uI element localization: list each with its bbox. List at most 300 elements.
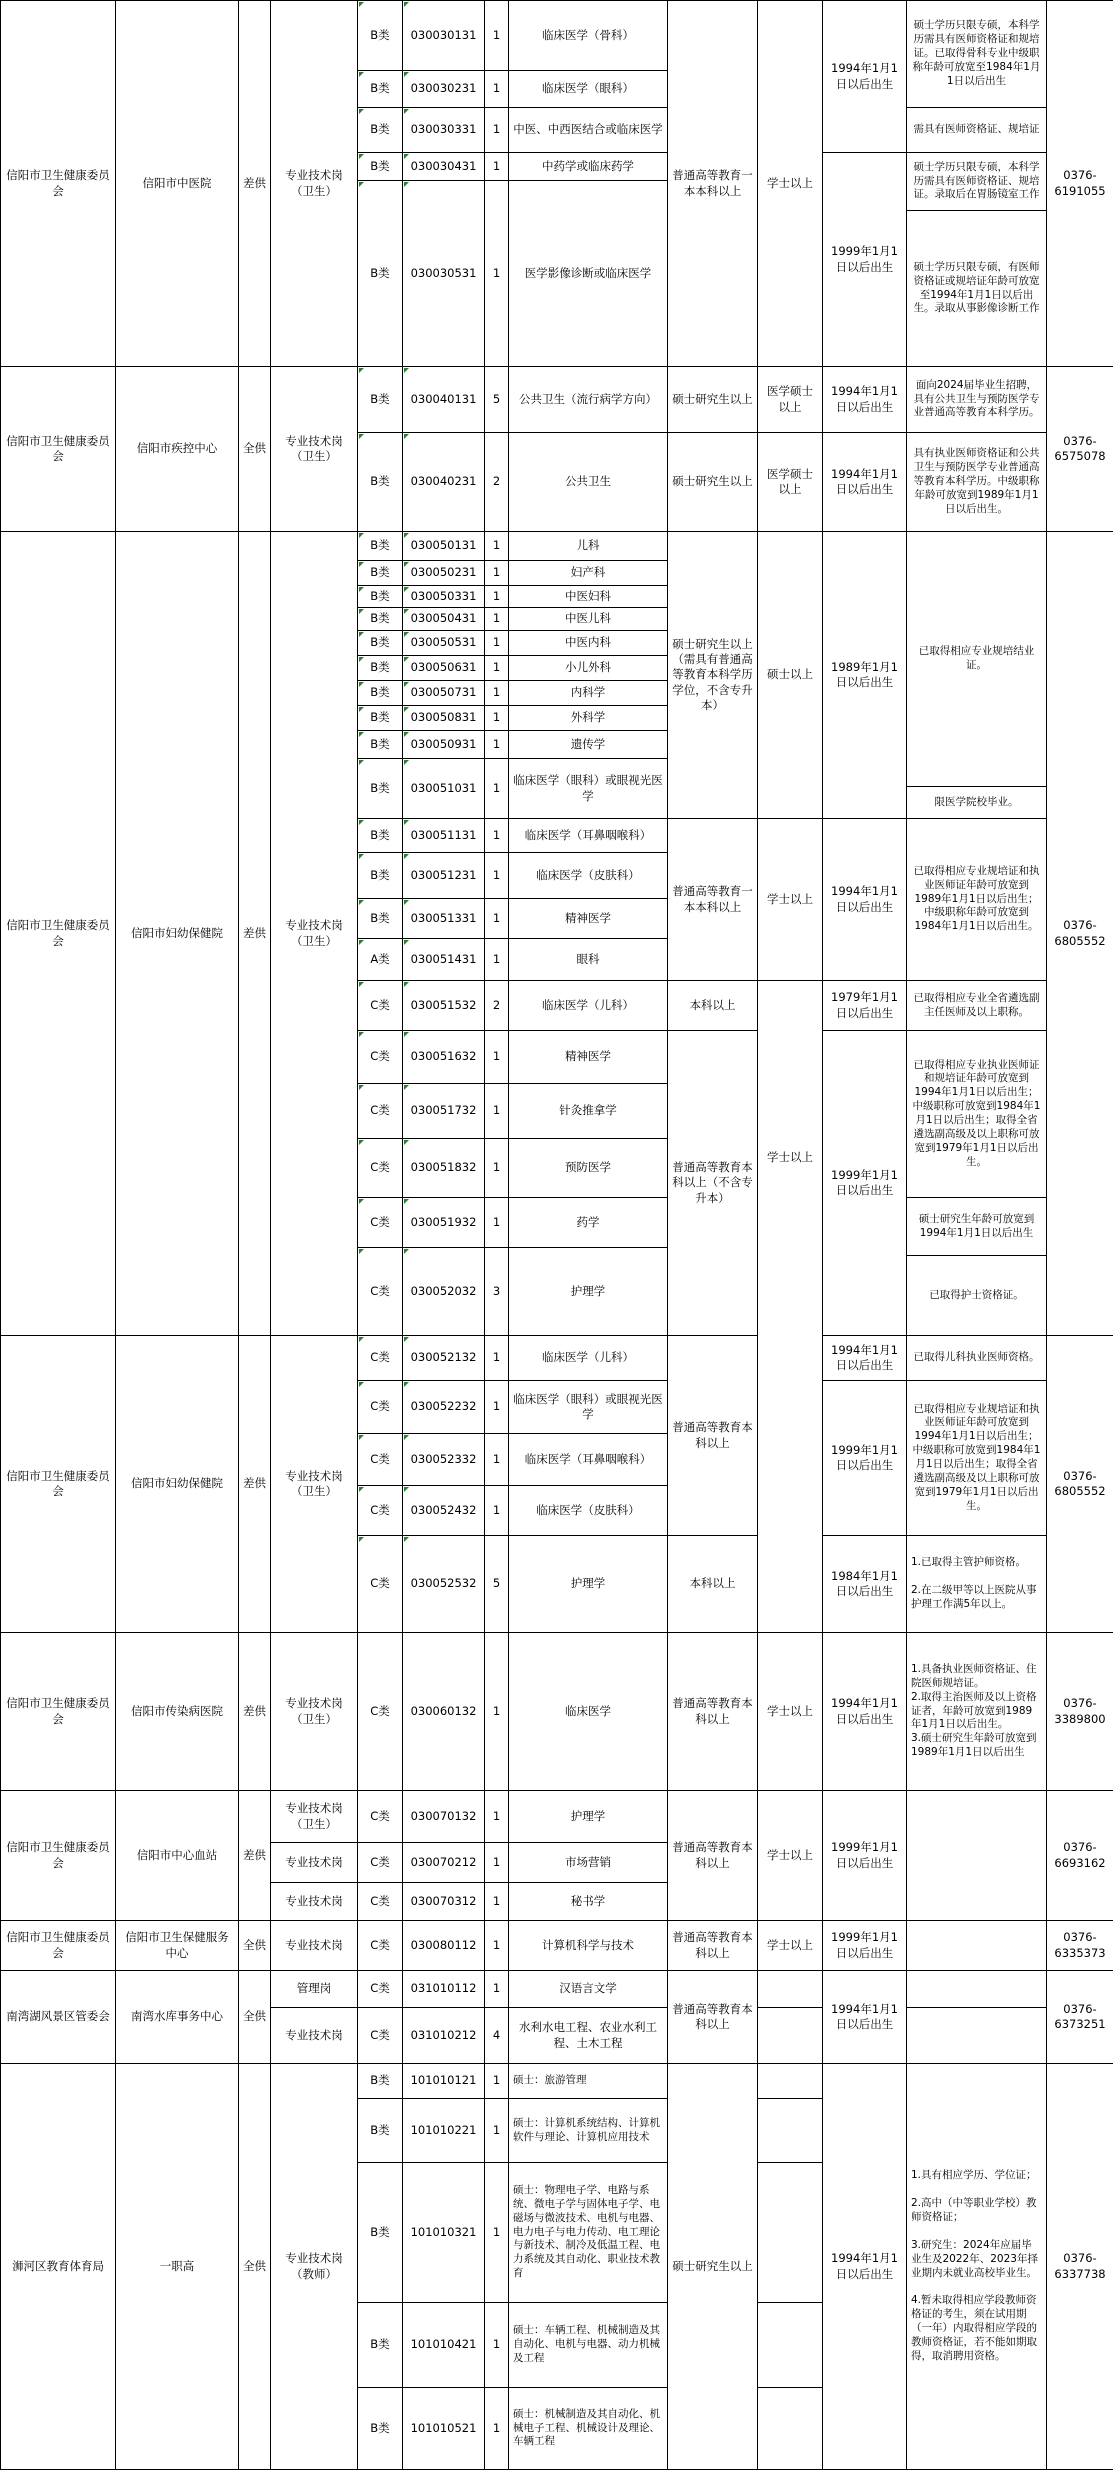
category-cell: [357, 70, 403, 108]
major-cell: [508, 1380, 668, 1434]
remark-cell: [906, 1535, 1047, 1633]
remark-cell: [906, 1197, 1047, 1256]
major-cell: [508, 655, 668, 681]
major-cell-text: 秘书学: [570, 1893, 606, 1908]
category-cell-text: A类: [370, 951, 390, 966]
category-cell: [357, 758, 403, 819]
major-cell-text: 中医内科: [565, 635, 611, 650]
major-cell-text: 临床医学（眼科）或眼视光医学: [513, 1391, 663, 1421]
major-cell-text: 市场营销: [565, 1854, 611, 1869]
funding-cell: [238, 1970, 271, 2064]
cell-marker: [359, 732, 364, 737]
category-cell-text: B类: [370, 910, 390, 925]
age-cell-text: 1994年1月1日以后出生: [831, 384, 898, 414]
major-cell: [508, 1138, 668, 1198]
remark-cell: [906, 1920, 1047, 1971]
funding-cell-text: 差供: [243, 1847, 266, 1862]
category-cell: [357, 180, 403, 367]
count-cell-text: 1: [492, 827, 501, 842]
count-cell: [484, 655, 509, 681]
post-type-cell: [270, 1842, 358, 1883]
code-cell: [402, 70, 485, 108]
funding-cell-text: 全供: [243, 441, 266, 456]
category-cell: [357, 1535, 403, 1633]
degree-cell: [757, 2162, 823, 2303]
code-cell-text: 030051431: [410, 951, 477, 966]
count-cell-text: 1: [492, 635, 501, 650]
code-cell-text: 030050731: [410, 685, 477, 700]
count-cell-text: 1: [492, 1451, 501, 1466]
category-cell-text: B类: [370, 565, 390, 580]
major-cell: [508, 680, 668, 706]
category-cell-text: C类: [370, 997, 390, 1012]
major-cell-text: 精神医学: [565, 1049, 611, 1064]
post-type-cell: [270, 1632, 358, 1791]
code-cell-text: 030050931: [410, 736, 477, 751]
count-cell-text: 1: [492, 1502, 501, 1517]
remark-cell: [906, 432, 1047, 532]
count-cell-text: 1: [492, 538, 501, 553]
major-cell: [508, 585, 668, 608]
remark-cell-text: 已取得相应专业规培证和执业医师证年龄可放宽到1989年1月1日以后出生；中级职称年龄可放宽到1984年1月1日以后出生。: [913, 864, 1040, 933]
age-cell: [822, 1535, 907, 1633]
code-cell: [402, 1535, 485, 1633]
cell-marker: [404, 682, 409, 687]
age-cell: [822, 1790, 907, 1921]
code-cell: [402, 1882, 485, 1921]
post-type-cell: [270, 0, 358, 367]
funding-cell: [238, 1920, 271, 1971]
code-cell-text: 030052532: [410, 1576, 477, 1591]
major-cell: [508, 1335, 668, 1381]
remark-cell: [906, 1790, 1047, 1921]
category-cell: [357, 1882, 403, 1921]
dept-cell-text: 南湾湖风景区管委会: [6, 2009, 110, 2024]
category-cell-text: C类: [370, 1854, 390, 1869]
cell-marker: [359, 1140, 364, 1145]
code-cell: [402, 432, 485, 532]
remark-cell: [906, 152, 1047, 211]
category-cell: [357, 1138, 403, 1198]
age-cell: [822, 2063, 907, 2470]
major-cell: [508, 432, 668, 532]
count-cell: [484, 2302, 509, 2388]
code-cell-text: 030050831: [410, 710, 477, 725]
category-cell-text: B类: [370, 685, 390, 700]
category-cell-text: B类: [370, 81, 390, 96]
phone-cell-text: 0376-6191055: [1054, 168, 1106, 198]
degree-cell-text: 医学硕士以上: [767, 466, 813, 496]
major-cell-text: 临床医学（眼科）: [542, 81, 634, 96]
category-cell: [357, 531, 403, 561]
cell-marker: [404, 1085, 409, 1090]
count-cell-text: 1: [492, 158, 501, 173]
major-cell: [508, 366, 668, 433]
count-cell-text: 5: [492, 1576, 501, 1591]
code-cell: [402, 1632, 485, 1791]
age-cell-text: 1994年1月1日以后出生: [831, 1342, 898, 1372]
major-cell-text: 中医、中西医结合或临床医学: [513, 122, 663, 137]
education-cell: [667, 432, 758, 532]
age-cell-text: 1994年1月1日以后出生: [831, 884, 898, 914]
count-cell-text: 3: [492, 1283, 501, 1298]
code-cell-text: 030052432: [410, 1502, 477, 1517]
remark-cell: [906, 0, 1047, 108]
phone-cell-text: 0376-6335373: [1054, 1930, 1106, 1960]
education-cell-text: 普通高等教育一本本科以上: [672, 168, 753, 198]
education-cell: [667, 1030, 758, 1336]
unit-cell-text: 信阳市传染病医院: [131, 1703, 223, 1718]
category-cell: [357, 585, 403, 608]
major-cell-text: 中医儿科: [565, 611, 611, 626]
education-cell: [667, 1790, 758, 1921]
age-cell-text: 1989年1月1日以后出生: [831, 659, 898, 689]
cell-marker: [359, 1487, 364, 1492]
code-cell-text: 030040131: [410, 391, 477, 406]
post-type-cell-text: 专业技术岗: [285, 1937, 343, 1952]
count-cell: [484, 1138, 509, 1198]
count-cell-text: 1: [492, 2420, 501, 2435]
major-cell: [508, 1083, 668, 1139]
remark-cell-text: 硕士学历只限专硕，有医师资格证或规培证年龄可放宽至1994年1月1日以后出生。录取从事影像诊断工作: [913, 260, 1040, 315]
degree-cell-text: 医学硕士以上: [767, 384, 813, 414]
category-cell-text: B类: [370, 736, 390, 751]
major-cell: [508, 1197, 668, 1248]
code-cell-text: 030051031: [410, 780, 477, 795]
code-cell: [402, 531, 485, 561]
age-cell: [822, 1970, 907, 2064]
major-cell: [508, 1970, 668, 2008]
category-cell: [357, 1433, 403, 1486]
major-cell: [508, 1842, 668, 1883]
category-cell: [357, 2302, 403, 2388]
count-cell-text: 1: [492, 81, 501, 96]
major-cell-text: 护理学: [570, 1808, 606, 1823]
degree-cell-continued: [757, 1335, 823, 1633]
category-cell-text: C类: [370, 1214, 390, 1229]
code-cell: [402, 1920, 485, 1971]
major-cell-text: 针灸推拿学: [559, 1103, 617, 1118]
code-cell-text: 031010212: [410, 2027, 477, 2042]
count-cell: [484, 1882, 509, 1921]
major-cell-text: 小儿外科: [565, 660, 611, 675]
count-cell: [484, 1335, 509, 1381]
code-cell-text: 030030331: [410, 122, 477, 137]
cell-marker: [404, 587, 409, 592]
code-cell: [402, 852, 485, 899]
category-cell: [357, 1920, 403, 1971]
major-cell-text: 护理学: [570, 1576, 606, 1591]
cell-marker: [404, 982, 409, 987]
code-cell-text: 030051131: [410, 827, 477, 842]
code-cell: [402, 152, 485, 181]
post-type-cell: [270, 1970, 358, 2008]
cell-marker: [359, 940, 364, 945]
count-cell: [484, 70, 509, 108]
cell-marker: [404, 760, 409, 765]
code-cell-text: 030040231: [410, 474, 477, 489]
code-cell-text: 030030431: [410, 158, 477, 173]
degree-cell-text: 学士以上: [767, 891, 813, 906]
phone-cell: [1046, 1632, 1113, 1791]
post-type-cell: [270, 1882, 358, 1921]
cell-marker: [359, 657, 364, 662]
degree-cell: [757, 1920, 823, 1971]
code-cell-text: 031010112: [410, 1981, 477, 1996]
category-cell: [357, 1335, 403, 1381]
code-cell: [402, 1970, 485, 2008]
category-cell-text: B类: [370, 660, 390, 675]
education-cell: [667, 0, 758, 367]
dept-cell: [0, 1335, 116, 1633]
cell-marker: [359, 632, 364, 637]
major-cell: [508, 898, 668, 939]
code-cell: [402, 2063, 485, 2099]
count-cell-text: 1: [492, 122, 501, 137]
post-type-cell: [270, 1335, 358, 1633]
code-cell: [402, 1842, 485, 1883]
cell-marker: [404, 732, 409, 737]
count-cell: [484, 1083, 509, 1139]
unit-cell-text: 南湾水库事务中心: [131, 2009, 223, 2024]
dept-cell-text: 信阳市卫生健康委员会: [6, 918, 110, 948]
education-cell-text: 普通高等教育本科以上: [672, 2001, 753, 2031]
degree-cell-text: 学士以上: [767, 1937, 813, 1952]
category-cell: [357, 1030, 403, 1084]
count-cell-text: 1: [492, 565, 501, 580]
category-cell: [357, 1842, 403, 1883]
category-cell-text: B类: [370, 538, 390, 553]
count-cell: [484, 852, 509, 899]
degree-cell: [757, 1632, 823, 1791]
category-cell-text: B类: [370, 2337, 390, 2352]
post-type-cell-text: 专业技术岗: [285, 1893, 343, 1908]
major-cell: [508, 2063, 668, 2099]
code-cell: [402, 2162, 485, 2303]
count-cell-text: 1: [492, 660, 501, 675]
category-cell: [357, 1790, 403, 1843]
age-cell-text: 1994年1月1日以后出生: [831, 2251, 898, 2281]
cell-marker: [359, 182, 364, 187]
post-type-cell-text: 专业技术岗（教师）: [285, 2251, 343, 2281]
category-cell-text: C类: [370, 1350, 390, 1365]
count-cell: [484, 2007, 509, 2064]
unit-cell-text: 信阳市中心血站: [136, 1847, 218, 1862]
category-cell-text: B类: [370, 710, 390, 725]
cell-marker: [359, 900, 364, 905]
major-cell-text: 药学: [576, 1214, 600, 1229]
category-cell: [357, 1485, 403, 1536]
education-cell: [667, 1535, 758, 1633]
count-cell-text: 4: [492, 2027, 501, 2042]
count-cell-text: 1: [492, 736, 501, 751]
major-cell-text: 精神医学: [565, 910, 611, 925]
remark-cell: [906, 980, 1047, 1031]
count-cell: [484, 2098, 509, 2163]
age-cell-text: 1994年1月1日以后出生: [831, 2001, 898, 2031]
count-cell: [484, 818, 509, 853]
age-cell: [822, 980, 907, 1031]
degree-cell: [757, 2007, 823, 2064]
count-cell: [484, 366, 509, 433]
code-cell: [402, 607, 485, 631]
age-cell-text: 1994年1月1日以后出生: [831, 61, 898, 91]
cell-marker: [404, 182, 409, 187]
remark-cell: [906, 2063, 1047, 2470]
code-cell: [402, 1485, 485, 1536]
age-cell: [822, 1030, 907, 1336]
code-cell-text: 101010521: [410, 2420, 477, 2435]
count-cell: [484, 1433, 509, 1486]
cell-marker: [404, 562, 409, 567]
count-cell: [484, 938, 509, 981]
remark-cell-text: 已取得相应专业全省遴选副主任医师及以上职称。: [913, 991, 1040, 1018]
count-cell: [484, 680, 509, 706]
code-cell: [402, 2098, 485, 2163]
cell-marker: [359, 820, 364, 825]
cell-marker: [404, 434, 409, 439]
major-cell: [508, 2098, 668, 2163]
count-cell: [484, 758, 509, 819]
post-type-cell: [270, 531, 358, 1336]
count-cell-text: 1: [492, 588, 501, 603]
major-cell: [508, 1433, 668, 1486]
cell-marker: [404, 1487, 409, 1492]
count-cell-text: 1: [492, 265, 501, 280]
age-cell: [822, 818, 907, 981]
major-cell: [508, 852, 668, 899]
education-cell-text: 普通高等教育本科以上: [672, 1840, 753, 1870]
cell-marker: [359, 2, 364, 7]
count-cell-text: 1: [492, 2073, 501, 2088]
count-cell: [484, 531, 509, 561]
major-cell: [508, 630, 668, 656]
count-cell-text: 1: [492, 1808, 501, 1823]
category-cell-text: B类: [370, 867, 390, 882]
remark-cell-text: 1.具有相应学历、学位证； 2.高中（中等职业学校）教师资格证； 3.研究生：2024年应届毕业生及2022年、2023年择业期内未就业高校毕业生。 4.暂未取得相应学段教师资格证的考生，须在试用期（一年）内取得相应学段的教师资格证，若不能如期取得，取消聘用资格。: [911, 2169, 1038, 2362]
code-cell-text: 030030531: [410, 265, 477, 280]
category-cell-text: B类: [370, 611, 390, 626]
category-cell: [357, 980, 403, 1031]
cell-marker: [359, 1249, 364, 1254]
category-cell: [357, 1380, 403, 1434]
unit-cell-text: 一职高: [159, 2258, 195, 2273]
remark-cell-text: 硕士研究生年龄可放宽到1994年1月1日以后出生: [918, 1212, 1035, 1239]
code-cell: [402, 1335, 485, 1381]
count-cell: [484, 1247, 509, 1336]
post-type-cell-text: 专业技术岗: [285, 1854, 343, 1869]
unit-cell: [115, 366, 239, 532]
code-cell: [402, 980, 485, 1031]
major-cell: [508, 152, 668, 181]
category-cell-text: B类: [370, 265, 390, 280]
age-cell-text: 1984年1月1日以后出生: [831, 1568, 898, 1598]
category-cell-text: C类: [370, 1808, 390, 1823]
major-cell-text: 医学影像诊断或临床医学: [524, 265, 652, 280]
remark-cell-text: 硕士学历只限专硕，本科学历需具有医师资格证和规培证。已取得骨科专业中级职称年龄可放宽至1984年1月1日以后出生: [912, 19, 1041, 87]
unit-cell-text: 信阳市疾控中心: [136, 441, 218, 456]
count-cell-text: 1: [492, 2337, 501, 2352]
post-type-cell-text: 专业技术岗（卫生）: [285, 918, 343, 948]
dept-cell-text: 信阳市卫生健康委员会: [6, 1840, 110, 1870]
phone-cell: [1046, 1970, 1113, 2064]
remark-cell-text: 已取得相应专业执业医师证和规培证年龄可放宽到1994年1月1日以后出生；中级职称可放宽到1984年1月1日以后出生；取得全省遴选副高级及以上职称可放宽到1979年1月1日以后出生。: [912, 1058, 1041, 1168]
cell-marker: [359, 1435, 364, 1440]
code-cell: [402, 1380, 485, 1434]
code-cell-text: 030052132: [410, 1350, 477, 1365]
cell-marker: [404, 1435, 409, 1440]
category-cell: [357, 680, 403, 706]
education-cell-text: 普通高等教育本科以上: [672, 1930, 753, 1960]
post-type-cell-text: 专业技术岗（卫生）: [285, 433, 343, 463]
degree-cell: [757, 0, 823, 367]
major-cell: [508, 180, 668, 367]
category-cell: [357, 852, 403, 899]
phone-cell-text: 0376-6693162: [1054, 1840, 1106, 1870]
major-cell: [508, 560, 668, 586]
cell-marker: [404, 900, 409, 905]
education-cell-text: 普通高等教育一本本科以上: [672, 884, 753, 914]
remark-cell: [906, 2007, 1047, 2064]
major-cell: [508, 2302, 668, 2388]
degree-cell-text: 硕士以上: [767, 667, 813, 682]
count-cell: [484, 560, 509, 586]
count-cell: [484, 180, 509, 367]
category-cell-text: B类: [370, 27, 390, 42]
remark-cell: [906, 531, 1047, 787]
major-cell-text: 公共卫生（流行病学方向）: [519, 391, 657, 406]
count-cell: [484, 2162, 509, 2303]
major-cell-text: 内科学: [570, 685, 606, 700]
major-cell-text: 临床医学（皮肤科）: [536, 867, 640, 882]
cell-marker: [404, 1032, 409, 1037]
code-cell-text: 030051732: [410, 1103, 477, 1118]
education-cell: [667, 2063, 758, 2470]
education-cell-text: 硕士研究生以上: [672, 2258, 753, 2273]
category-cell: [357, 1197, 403, 1248]
code-cell-text: 030050531: [410, 635, 477, 650]
category-cell-text: B类: [370, 2073, 390, 2088]
category-cell-text: B类: [370, 780, 390, 795]
count-cell: [484, 898, 509, 939]
cell-marker: [359, 609, 364, 614]
code-cell-text: 030052232: [410, 1399, 477, 1414]
count-cell-text: 2: [492, 474, 501, 489]
age-cell-text: 1979年1月1日以后出生: [831, 990, 898, 1020]
code-cell-text: 030051932: [410, 1214, 477, 1229]
category-cell-text: B类: [370, 391, 390, 406]
count-cell: [484, 1380, 509, 1434]
major-cell: [508, 730, 668, 759]
code-cell: [402, 680, 485, 706]
count-cell-text: 1: [492, 1703, 501, 1718]
cell-marker: [359, 72, 364, 77]
code-cell-text: 030030131: [410, 27, 477, 42]
cell-marker: [404, 632, 409, 637]
count-cell: [484, 1790, 509, 1843]
cell-marker: [404, 940, 409, 945]
age-cell: [822, 152, 907, 367]
category-cell: [357, 2007, 403, 2064]
cell-marker: [404, 1537, 409, 1542]
degree-cell: [757, 432, 823, 532]
phone-cell: [1046, 1920, 1113, 1971]
code-cell-text: 030052032: [410, 1283, 477, 1298]
funding-cell: [238, 1632, 271, 1791]
category-cell-text: C类: [370, 1937, 390, 1952]
count-cell: [484, 1632, 509, 1791]
degree-cell: [757, 2387, 823, 2470]
